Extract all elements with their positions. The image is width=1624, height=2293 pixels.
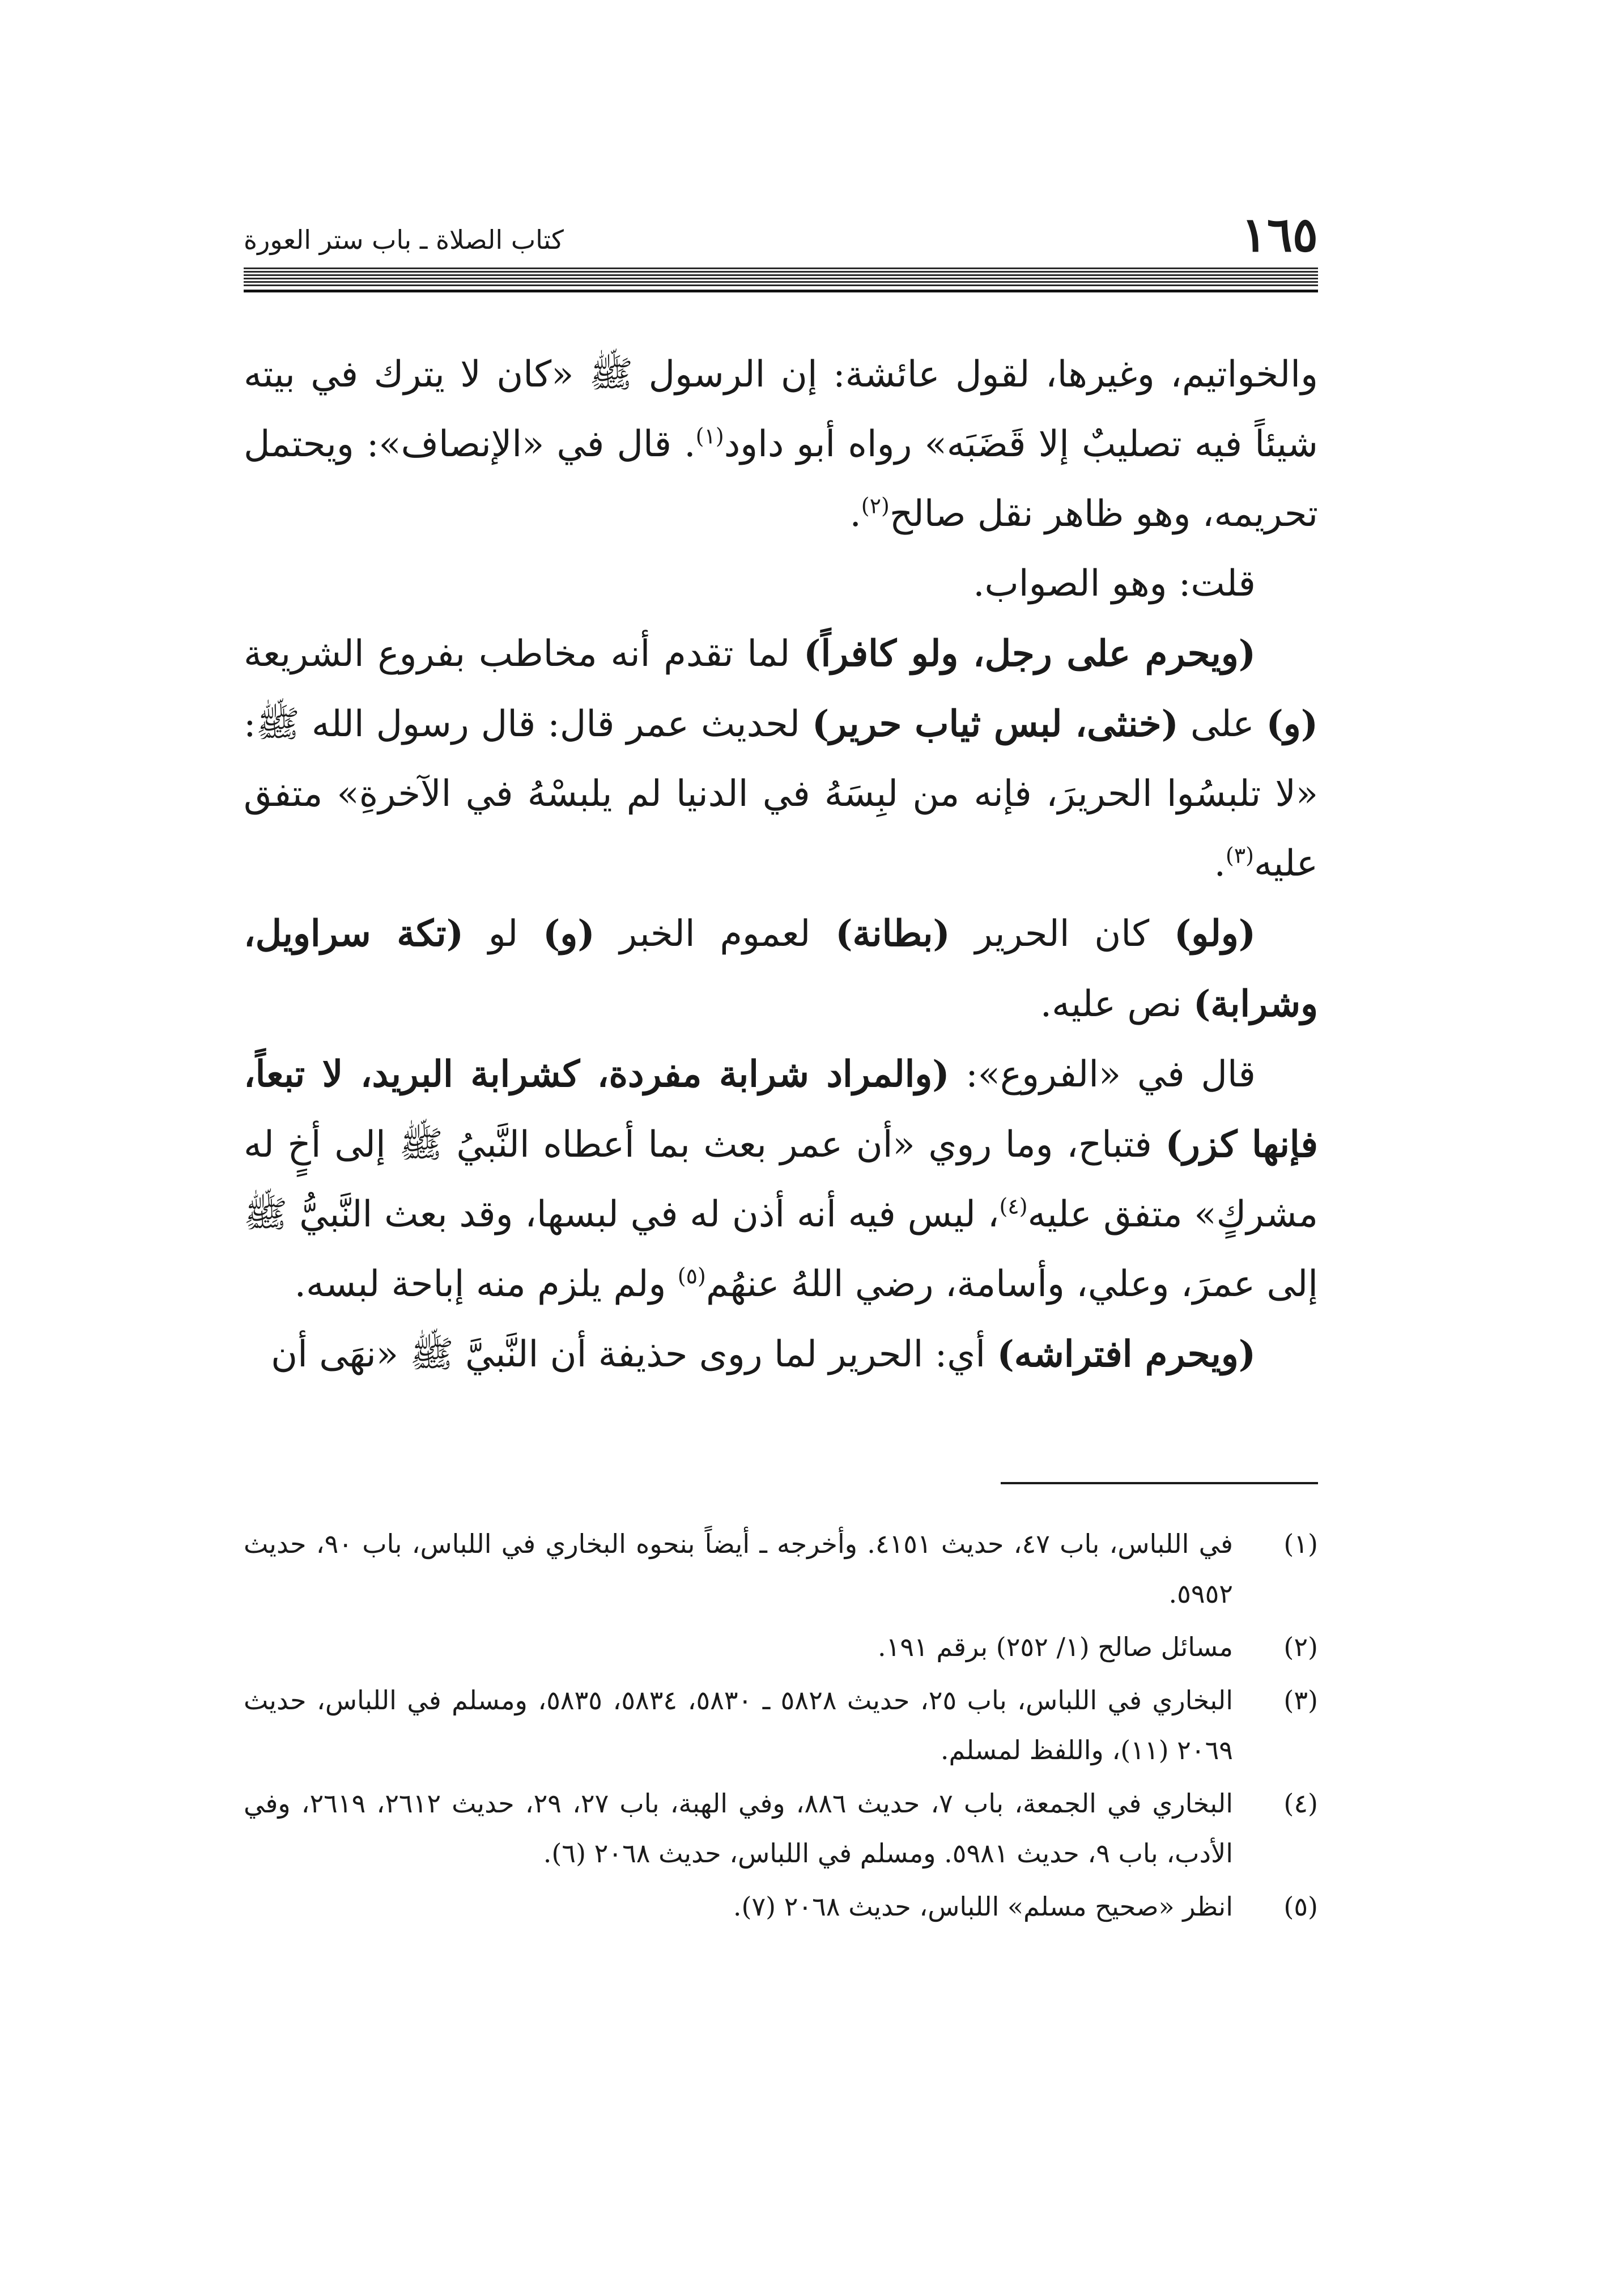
footnote-text: البخاري في اللباس، باب ٢٥، حديث ٥٨٢٨ ـ ٥٨٣٠، ٥٨٣٤، ٥٨٣٥، ومسلم في اللباس، حديث ٢٠٦٩ (١١)، واللفظ لمسلم.	[244, 1685, 1233, 1765]
matn-text: (بطانة)	[835, 912, 950, 955]
text-run: لو	[464, 913, 543, 955]
matn-text: (و)	[543, 912, 595, 955]
text-run: كان الحرير	[950, 913, 1175, 955]
footnote-ref: (٤)	[999, 1194, 1028, 1219]
text-run: فتباح، وما روي «أن عمر بعث بما أعطاه النَّبيُ ﷺ إلى أخٍ له مشركٍ» متفق عليه	[244, 1124, 1319, 1235]
footnote-text: انظر «صحيح مسلم» اللباس، حديث ٢٠٦٨ (٧).	[733, 1891, 1233, 1922]
text-run: نص عليه.	[1040, 983, 1193, 1025]
text-run: أي: الحرير لما روى حذيفة أن النَّبيَّ ﷺ «نهَى أن	[271, 1334, 997, 1375]
footnote-number: (٣)	[1283, 1685, 1318, 1715]
text-run: .	[849, 493, 861, 535]
text-run: . قال في «الإنصاف»: ويحتمل تحريمه، وهو ظاهر نقل صالح	[244, 423, 1318, 535]
running-title: كتاب الصلاة ـ باب ستر العورة	[244, 224, 564, 255]
footnote-number: (٤)	[1283, 1788, 1318, 1819]
matn-text: (ولو)	[1174, 912, 1256, 955]
text-run: على	[1178, 703, 1266, 745]
footnote-text: في اللباس، باب ٤٧، حديث ٤١٥١. وأخرجه ـ أيضاً بنحوه البخاري في اللباس، باب ٩٠، حديث ٥٩٥٢.	[244, 1528, 1233, 1609]
matn-text: (ويحرم على رجل، ولو كافراً)	[804, 632, 1256, 675]
paragraph: قلت: وهو الصواب.	[973, 563, 1256, 605]
paragraph	[244, 899, 1318, 1039]
footnote-text: البخاري في الجمعة، باب ٧، حديث ٨٨٦، وفي الهبة، باب ٢٧، ٢٩، حديث ٢٦١٢، ٢٦١٩، وفي الأدب، باب ٩، حديث ٥٩٨١. ومسلم في اللباس، حديث ٢٠٦٨ (٦).	[244, 1788, 1233, 1869]
paragraph	[244, 1319, 1318, 1390]
footnotes	[244, 1519, 1318, 1935]
footnote-ref: (٣)	[1225, 843, 1254, 868]
footnote-number: (١)	[1283, 1528, 1318, 1559]
text-run: لحديث عمر قال: قال رسول الله ﷺ: «لا تلبسُوا الحريرَ، فإنه من لبِسَهُ في الدنيا لم يلبسْهُ في الآخرةِ» متفق عليه	[244, 703, 1319, 885]
page-header	[244, 206, 1318, 265]
header-rule	[244, 267, 1318, 288]
matn-text: (ويحرم افتراشه)	[997, 1333, 1256, 1375]
matn-text: (تكة سراويل، وشرابة)	[244, 912, 1318, 1025]
page-number: ١٦٥	[1241, 206, 1318, 262]
footnote	[244, 1519, 1318, 1619]
footnote-ref: (٥)	[677, 1263, 706, 1289]
main-text	[244, 340, 1318, 1390]
footnote-text: مسائل صالح (١/ ٢٥٢) برقم ١٩١.	[877, 1632, 1233, 1662]
matn-text: (و)	[1266, 703, 1319, 745]
footnote	[244, 1622, 1318, 1672]
text-run: لما تقدم أنه مخاطب بفروع الشريعة	[244, 633, 804, 675]
text-run: ، ليس فيه أنه أذن له في لبسها، وقد بعث النَّبيُّ ﷺ إلى عمرَ، وعلي، وأسامة، رضي اللهُ عنهُم	[244, 1194, 1318, 1305]
footnote-number: (٥)	[1283, 1891, 1318, 1922]
matn-text: (والمراد شرابة مفردة، كشرابة البريد، لا تبعاً، فإنها كزر)	[244, 1053, 1319, 1166]
matn-text: (خنثى، لبس ثياب حرير)	[812, 703, 1179, 745]
text-run: والخواتيم، وغيرها، لقول عائشة: إن الرسول ﷺ «كان لا يترك في بيته شيئاً فيه تصليبٌ إلا قَضَبَه» رواه أبو داود	[244, 354, 1319, 465]
footnote	[244, 1675, 1318, 1775]
text-run: لعموم الخبر	[594, 913, 836, 955]
footnote	[244, 1778, 1318, 1878]
footnote-ref: (٢)	[861, 493, 890, 519]
text-run: قال في «الفروع»:	[949, 1054, 1256, 1095]
footnote-ref: (١)	[695, 423, 724, 449]
footnote-separator	[1001, 1482, 1318, 1484]
paragraph	[244, 1039, 1318, 1319]
footnote-number: (٢)	[1283, 1632, 1318, 1662]
paragraph	[244, 619, 1318, 899]
footnote	[244, 1882, 1318, 1931]
text-run: ولم يلزم منه إباحة لبسه.	[294, 1263, 678, 1305]
paragraph	[244, 340, 1318, 549]
text-run: .	[1214, 843, 1226, 885]
